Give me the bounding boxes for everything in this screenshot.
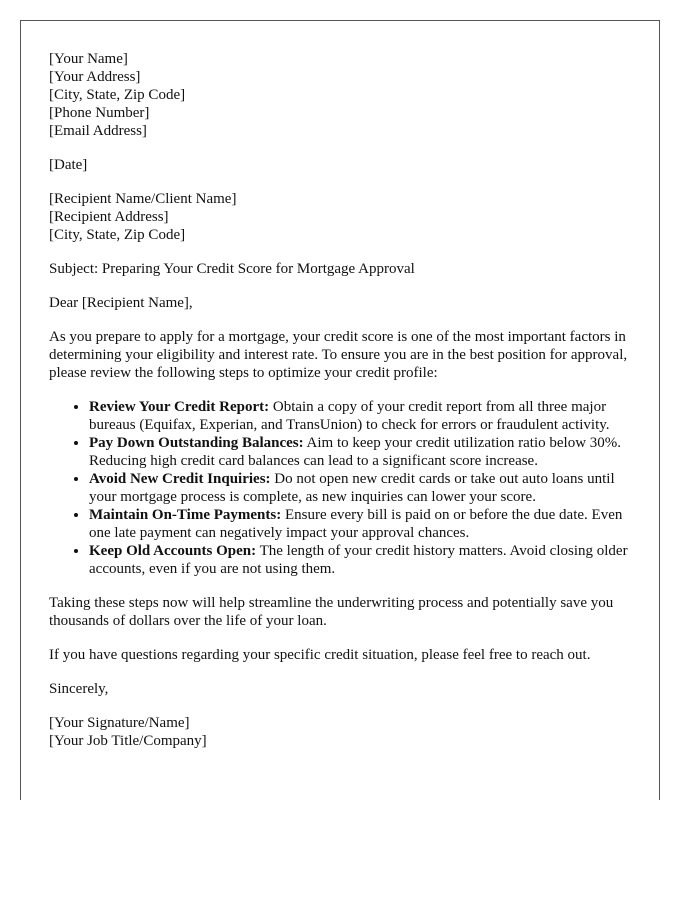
signature-block <box>49 714 639 750</box>
list-item <box>89 506 639 542</box>
step-title: Maintain On-Time Payments: <box>89 507 282 523</box>
sender-block <box>49 50 639 140</box>
recipient-block <box>49 190 639 244</box>
list-item <box>89 434 639 470</box>
sender-name: [Your Name] <box>49 51 128 67</box>
salutation: Dear [Recipient Name], <box>49 295 193 311</box>
date-block <box>49 156 639 174</box>
steps-list <box>49 398 639 578</box>
step-text: Aim to keep your credit utilization ratio below 30%. Reducing high credit card balances can lead to a significant score increase. <box>89 435 622 469</box>
body-paragraph-3: If you have questions regarding your specific credit situation, please feel free to reach out. <box>49 647 591 663</box>
list-item <box>89 470 639 506</box>
letter-content <box>49 50 639 750</box>
intro-paragraph: As you prepare to apply for a mortgage, your credit score is one of the most important factors in determining your eligibility and interest rate. To ensure you are in the best position for approval, please review the following steps to optimize your credit profile: <box>49 329 628 381</box>
step-text: Ensure every bill is paid on or before the due date. Even one late payment can negatively impact your approval chances. <box>89 507 623 541</box>
step-text: Obtain a copy of your credit report from all three major bureaus (Equifax, Experian, and TransUnion) to check for errors or fraudulent activity. <box>89 399 610 433</box>
sender-email: [Email Address] <box>49 123 147 139</box>
sender-city-state-zip: [City, State, Zip Code] <box>49 87 186 103</box>
closing: Sincerely, <box>49 681 109 697</box>
step-title: Pay Down Outstanding Balances: <box>89 435 304 451</box>
step-title: Avoid New Credit Inquiries: <box>89 471 271 487</box>
letter-page <box>20 20 660 800</box>
step-text: Do not open new credit cards or take out auto loans until your mortgage process is complete, as new inquiries can lower your score. <box>89 471 615 505</box>
subject-line: Subject: Preparing Your Credit Score for Mortgage Approval <box>49 261 415 277</box>
list-item <box>89 542 639 578</box>
step-text: The length of your credit history matters. Avoid closing older accounts, even if you are not using them. <box>89 543 628 577</box>
recipient-city-state-zip: [City, State, Zip Code] <box>49 227 186 243</box>
list-item <box>89 398 639 434</box>
recipient-name: [Recipient Name/Client Name] <box>49 191 237 207</box>
sender-address: [Your Address] <box>49 69 141 85</box>
sender-phone: [Phone Number] <box>49 105 150 121</box>
step-title: Review Your Credit Report: <box>89 399 270 415</box>
letter-date: [Date] <box>49 157 88 173</box>
body-paragraph-2: Taking these steps now will help streamline the underwriting process and potentially save you thousands of dollars over the life of your loan. <box>49 595 614 629</box>
signature-name: [Your Signature/Name] <box>49 715 190 731</box>
step-title: Keep Old Accounts Open: <box>89 543 257 559</box>
recipient-address: [Recipient Address] <box>49 209 169 225</box>
signature-title: [Your Job Title/Company] <box>49 733 207 749</box>
